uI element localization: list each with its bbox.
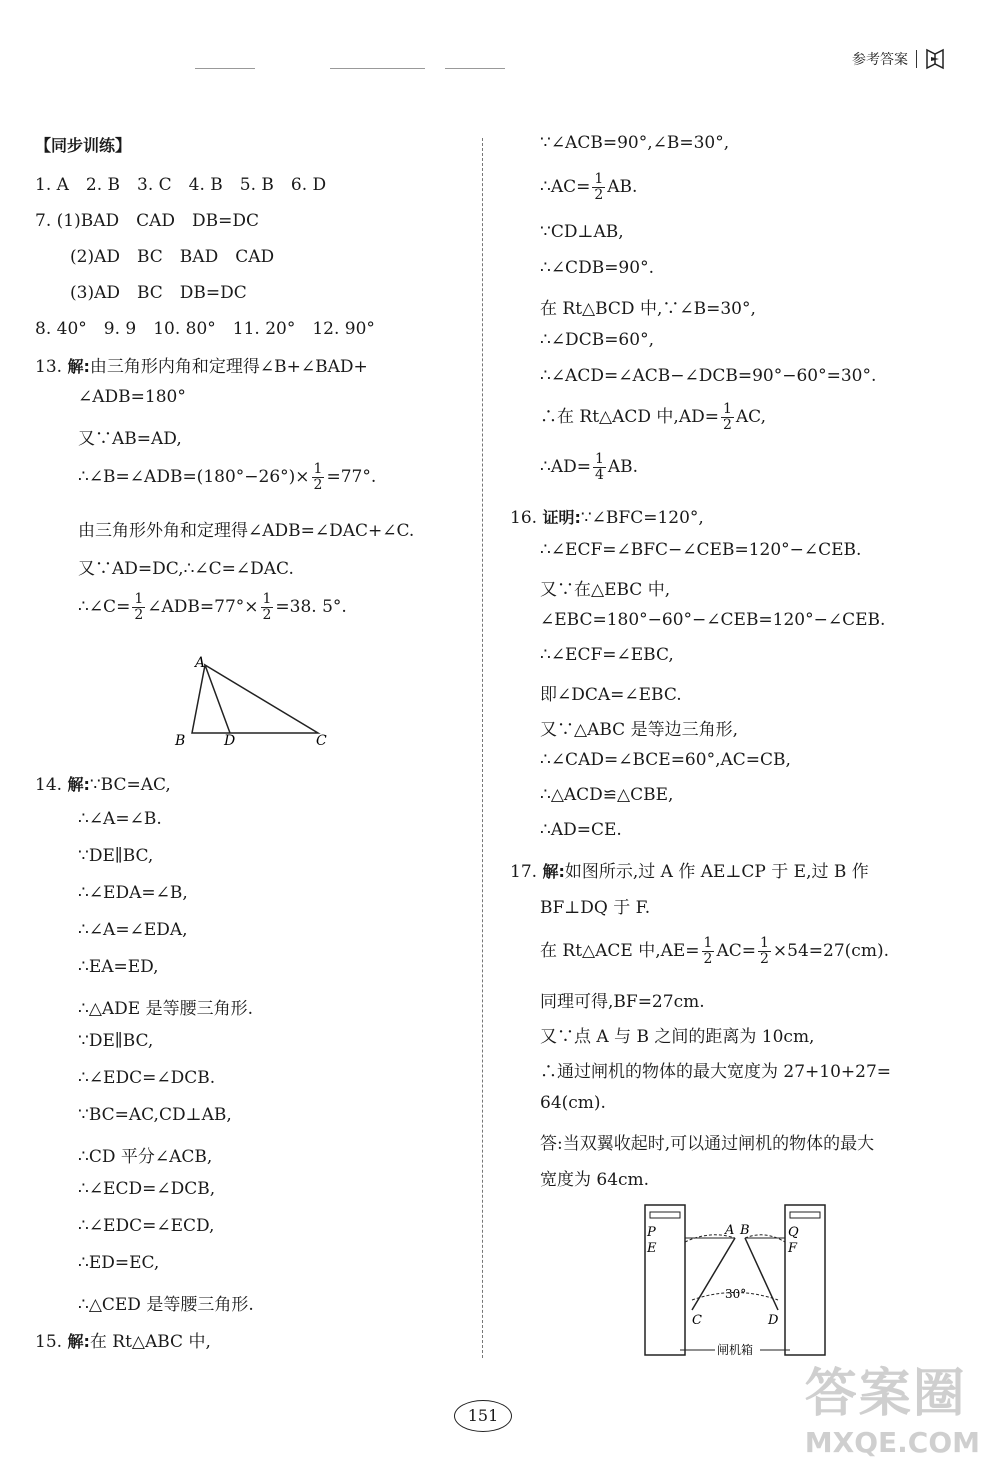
answer-line-7-3: (3)AD BC DB=DC <box>70 283 247 303</box>
watermark-logo <box>805 1351 980 1459</box>
q16-label: 证明: <box>542 508 581 527</box>
q15-line: ∴∠ACD=∠ACB−∠DCB=90°−60°=30°. <box>540 366 877 386</box>
q17-line: 又∵点 A 与 B 之间的距离为 10cm, <box>540 1027 815 1047</box>
q17-text-1: 如图所示,过 A 作 AE⊥CP 于 E,过 B 作 <box>564 862 869 882</box>
q14-line: ∴∠A=∠B. <box>78 809 162 829</box>
q16-line: ∴AD=CE. <box>540 820 622 840</box>
q15-line <box>540 402 766 433</box>
watermark-text-2: MXQE.COM <box>804 1426 980 1459</box>
q15-line: ∴∠DCB=60°, <box>540 330 654 350</box>
fraction-den: 2 <box>703 951 713 967</box>
vertex-label-b: B <box>175 733 186 749</box>
q14-line: ∴∠A=∠EDA, <box>78 920 188 940</box>
q14-number: 14. <box>35 775 63 795</box>
q16-line: ∴△ACD≌△CBE, <box>540 785 674 805</box>
gate-box-label: 闸机箱 <box>717 1343 754 1357</box>
q16-line: ∠EBC=180°−60°−∠CEB=120°−∠CEB. <box>540 610 886 630</box>
q17-text-a: 在 Rt△ACE 中,AE= <box>540 941 700 961</box>
q13-line-3: 又∵AB=AD, <box>78 429 182 449</box>
q15-text-e: ∴AD= <box>540 457 591 477</box>
q14-line: ∴ED=EC, <box>78 1253 160 1273</box>
q16-line: ∴∠ECF=∠EBC, <box>540 645 674 665</box>
gate-label-a: A <box>725 1223 735 1238</box>
q15-line: 在 Rt△BCD 中,∵∠B=30°, <box>540 299 756 319</box>
fraction-den: 4 <box>594 467 604 483</box>
q15-line <box>540 452 638 483</box>
q13-line-1 <box>35 352 368 377</box>
gate-label-e: E <box>647 1241 657 1256</box>
q13-label: 解: <box>67 357 90 376</box>
vertex-label-a: A <box>195 655 206 671</box>
answer-line-7-2: (2)AD BC BAD CAD <box>70 247 275 267</box>
gate-label-q: Q <box>788 1225 799 1240</box>
q16-line: ∴∠ECF=∠BFC−∠CEB=120°−∠CEB. <box>540 540 862 560</box>
gate-label-c: C <box>692 1313 702 1328</box>
q17-line: 同理可得,BF=27cm. <box>540 992 705 1012</box>
q17-line: ∴通过闸机的物体的最大宽度为 27+10+27= <box>540 1062 892 1082</box>
fraction-den: 2 <box>722 417 732 433</box>
q13-line-6: 又∵AD=DC,∴∠C=∠DAC. <box>78 559 294 579</box>
q15-text-c: ∴在 Rt△ACD 中,AD= <box>540 407 719 427</box>
fraction-den: 2 <box>594 187 604 203</box>
q16-line: 又∵在△EBC 中, <box>540 580 671 600</box>
fraction-half <box>592 172 605 203</box>
page-header <box>852 48 945 70</box>
q17-label: 解: <box>542 862 565 881</box>
fraction-half <box>132 592 145 623</box>
book-icon <box>925 48 945 70</box>
q15-text-a: ∴AC= <box>540 177 591 197</box>
fraction-den: 2 <box>262 607 272 623</box>
fraction-den: 2 <box>760 951 769 967</box>
q14-text-1: ∵BC=AC, <box>89 775 171 795</box>
fraction-half <box>261 592 274 623</box>
fraction-half <box>721 402 734 433</box>
q13-text-7c: =38. 5°. <box>275 597 347 617</box>
q14-line: ∵BC=AC,CD⊥AB, <box>78 1105 232 1125</box>
q14-line: ∴CD 平分∠ACB, <box>78 1147 213 1167</box>
q17-line-1 <box>510 857 869 882</box>
gate-label-b: B <box>740 1223 750 1238</box>
fraction-num: 1 <box>262 591 272 607</box>
q14-line: ∴∠EDA=∠B, <box>78 883 188 903</box>
q15-line <box>540 172 637 203</box>
q14-line: ∴△CED 是等腰三角形. <box>78 1295 254 1315</box>
q14-line: ∴△ADE 是等腰三角形. <box>78 999 254 1019</box>
gate-angle-label: 30° <box>725 1287 747 1301</box>
column-divider <box>482 138 483 1358</box>
q15-line: ∴∠CDB=90°. <box>540 258 654 278</box>
q15-label: 解: <box>67 1332 90 1351</box>
q13-text-1: 由三角形内角和定理得∠B+∠BAD+ <box>89 357 368 377</box>
fraction-quarter <box>593 452 606 483</box>
q13-line-2: ∠ADB=180° <box>78 387 186 407</box>
watermark-text-1: 答案圈 <box>804 1364 967 1424</box>
section-title: 【同步训练】 <box>35 136 132 155</box>
q17-text-b: AC= <box>716 941 756 961</box>
fraction-num: 1 <box>134 591 144 607</box>
q17-line: 64(cm). <box>540 1093 606 1113</box>
q16-line: 即∠DCA=∠EBC. <box>540 685 682 705</box>
gate-figure <box>640 1200 840 1360</box>
q14-label: 解: <box>67 775 90 794</box>
answer-line-7-1: 7. (1)BAD CAD DB=DC <box>35 211 260 231</box>
q13-text-4a: ∴∠B=∠ADB=(180°−26°)× <box>78 467 310 487</box>
q17-line: BF⊥DQ 于 F. <box>540 898 651 918</box>
q15-text-1: 在 Rt△ABC 中, <box>89 1332 211 1352</box>
triangle-figure <box>170 655 340 750</box>
q14-line: ∵DE∥BC, <box>78 1031 154 1051</box>
fraction-half <box>758 936 771 967</box>
q17-line <box>540 936 889 967</box>
fraction-half <box>312 462 325 493</box>
q13-text-7b: ∠ADB=77°× <box>147 597 259 617</box>
q16-text-1: ∵∠BFC=120°, <box>580 508 704 528</box>
q14-line: ∴∠ECD=∠DCB, <box>78 1179 216 1199</box>
header-label: 参考答案 <box>852 52 908 68</box>
fraction-den: 2 <box>313 477 323 493</box>
q13-text-7a: ∴∠C= <box>78 597 131 617</box>
header-decor-lines <box>195 68 525 72</box>
q14-line-1 <box>35 772 171 795</box>
answer-line-1-6: 1. A 2. B 3. C 4. B 5. B 6. D <box>35 175 327 195</box>
q14-line: ∴∠EDC=∠DCB. <box>78 1068 216 1088</box>
fraction-num: 1 <box>594 171 604 187</box>
gate-label-p: P <box>647 1225 656 1240</box>
fraction-num: 1 <box>760 935 769 951</box>
q17-number: 17. <box>510 862 538 882</box>
fraction-num: 1 <box>703 935 713 951</box>
answer-line-8-12: 8. 40° 9. 9 10. 80° 11. 20° 12. 90° <box>35 319 375 339</box>
q15-number: 15. <box>35 1332 63 1352</box>
q16-line: 又∵△ABC 是等边三角形, <box>540 720 738 740</box>
page-number: 151 <box>454 1400 512 1432</box>
q13-text-4b: =77°. <box>326 467 377 487</box>
q13-number: 13. <box>35 357 63 377</box>
q15-text-b: AB. <box>607 177 638 197</box>
gate-label-f: F <box>788 1241 798 1256</box>
vertex-label-c: C <box>316 733 327 749</box>
q14-line: ∵DE∥BC, <box>78 846 154 866</box>
q14-line: ∴EA=ED, <box>78 957 159 977</box>
q16-line: ∴∠CAD=∠BCE=60°,AC=CB, <box>540 750 791 770</box>
q13-line-4 <box>78 462 376 493</box>
fraction-num: 1 <box>313 461 323 477</box>
q15-line: ∵∠ACB=90°,∠B=30°, <box>540 133 730 153</box>
q15-text-f: AB. <box>607 457 639 477</box>
q15-text-d: AC, <box>735 407 766 427</box>
q13-line-7 <box>78 592 347 623</box>
vertex-label-d: D <box>224 733 236 749</box>
fraction-num: 1 <box>722 401 732 417</box>
q17-line: 宽度为 64cm. <box>540 1170 650 1190</box>
fraction-half <box>702 936 715 967</box>
q15-line-1 <box>35 1327 211 1352</box>
q17-line: 答:当双翼收起时,可以通过闸机的物体的最大 <box>540 1134 875 1154</box>
q16-number: 16. <box>510 508 538 528</box>
q16-line-1 <box>510 505 704 528</box>
q17-text-c: ×54=27(cm). <box>772 941 889 961</box>
gate-label-d: D <box>768 1313 779 1328</box>
q13-line-5: 由三角形外角和定理得∠ADB=∠DAC+∠C. <box>78 521 415 541</box>
fraction-num: 1 <box>594 451 604 467</box>
q15-line: ∵CD⊥AB, <box>540 222 624 242</box>
fraction-den: 2 <box>134 607 144 623</box>
header-divider <box>916 50 917 68</box>
q14-line: ∴∠EDC=∠ECD, <box>78 1216 215 1236</box>
